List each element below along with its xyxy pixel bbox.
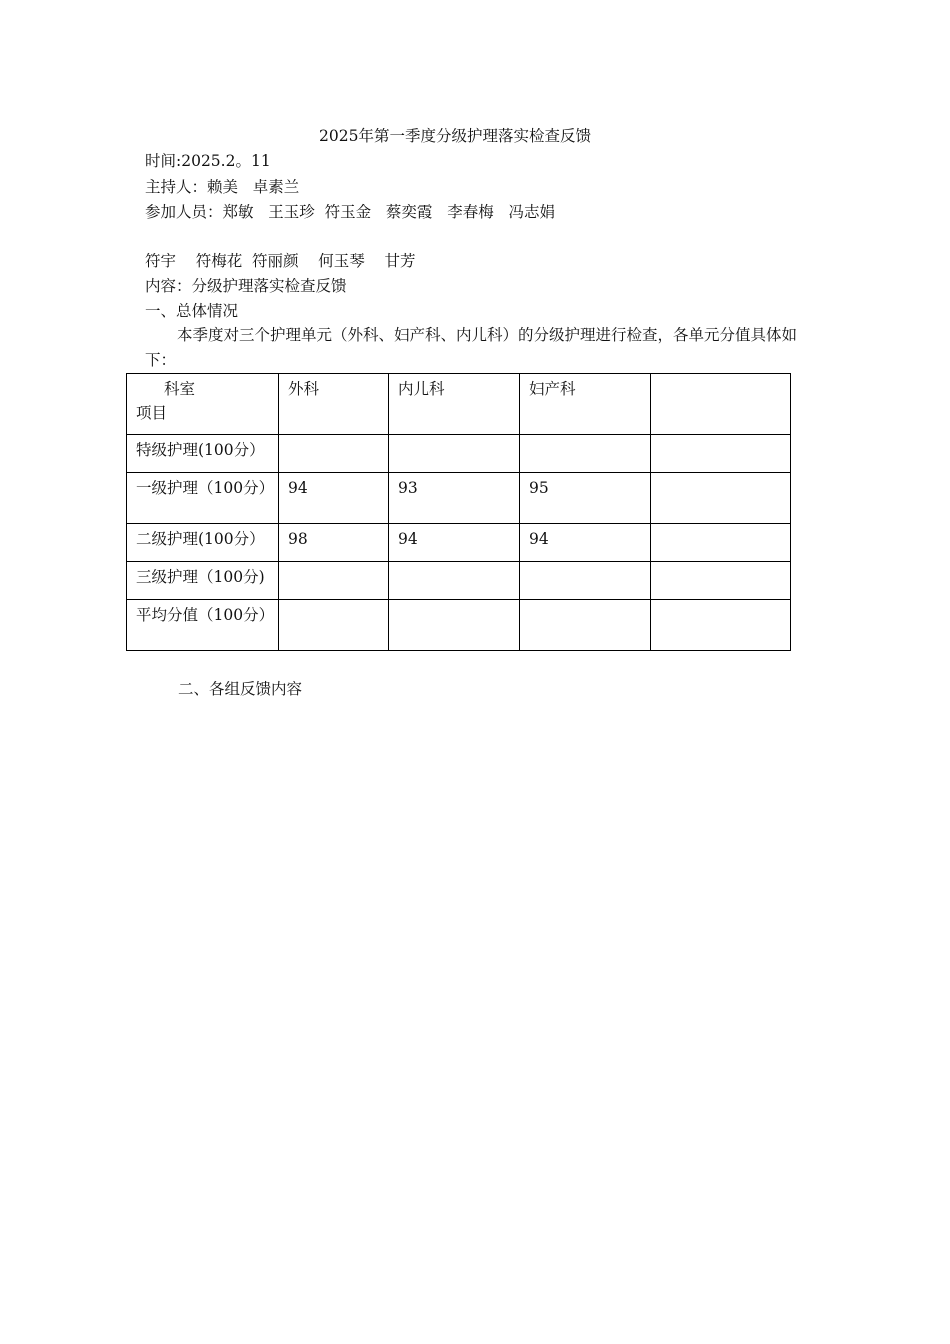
table-cell: 95 xyxy=(520,473,651,524)
meeting-content: 内容：分级护理落实检查反馈 xyxy=(145,277,347,295)
table-cell xyxy=(389,435,520,473)
table-cell xyxy=(389,600,520,651)
table-row xyxy=(127,473,791,524)
table-cell xyxy=(279,562,389,600)
row-label-level1-care: 一级护理（100分） xyxy=(127,473,279,524)
table-cell xyxy=(651,473,791,524)
table-cell xyxy=(651,435,791,473)
score-table xyxy=(126,373,791,651)
column-header-obstetrics: 妇产科 xyxy=(520,374,651,435)
column-header-pediatrics: 内儿科 xyxy=(389,374,520,435)
table-cell xyxy=(651,600,791,651)
table-row xyxy=(127,600,791,651)
table-cell: 94 xyxy=(279,473,389,524)
meeting-participants-continued: 符宇 符梅花 符丽颜 何玉琴 甘芳 xyxy=(145,252,416,270)
table-cell xyxy=(651,562,791,600)
table-cell xyxy=(520,600,651,651)
row-label-average-score: 平均分值（100分） xyxy=(127,600,279,651)
section2-heading: 二、各组反馈内容 xyxy=(178,680,303,698)
table-cell xyxy=(279,435,389,473)
table-cell xyxy=(279,600,389,651)
table-cell: 94 xyxy=(389,524,520,562)
table-header-row xyxy=(127,374,791,435)
column-header-surgery: 外科 xyxy=(279,374,389,435)
table-row xyxy=(127,435,791,473)
meeting-time: 时间:2025.2。11 xyxy=(145,152,271,170)
table-cell xyxy=(520,435,651,473)
corner-dept-label: 科室 xyxy=(164,380,196,398)
column-header-blank xyxy=(651,374,791,435)
table-corner-cell xyxy=(127,374,279,435)
table-cell: 93 xyxy=(389,473,520,524)
table-cell: 98 xyxy=(279,524,389,562)
table-row xyxy=(127,524,791,562)
section1-paragraph: 本季度对三个护理单元（外科、妇产科、内儿科）的分级护理进行检查，各单元分值具体如下： xyxy=(145,326,798,369)
meeting-participants: 参加人员：郑敏 王玉珍 符玉金 蔡奕霞 李春梅 冯志娟 xyxy=(145,203,555,221)
table-row xyxy=(127,562,791,600)
section1-heading: 一、总体情况 xyxy=(145,302,239,320)
row-label-level3-care: 三级护理（100分) xyxy=(127,562,279,600)
row-label-level2-care: 二级护理(100分） xyxy=(127,524,279,562)
meeting-host: 主持人：赖美 卓素兰 xyxy=(145,178,300,196)
table-cell: 94 xyxy=(520,524,651,562)
row-label-special-care: 特级护理(100分） xyxy=(127,435,279,473)
document-title: 2025年第一季度分级护理落实检查反馈 xyxy=(319,127,591,145)
table-cell xyxy=(651,524,791,562)
table-cell xyxy=(389,562,520,600)
corner-item-label: 项目 xyxy=(136,404,168,422)
table-cell xyxy=(520,562,651,600)
